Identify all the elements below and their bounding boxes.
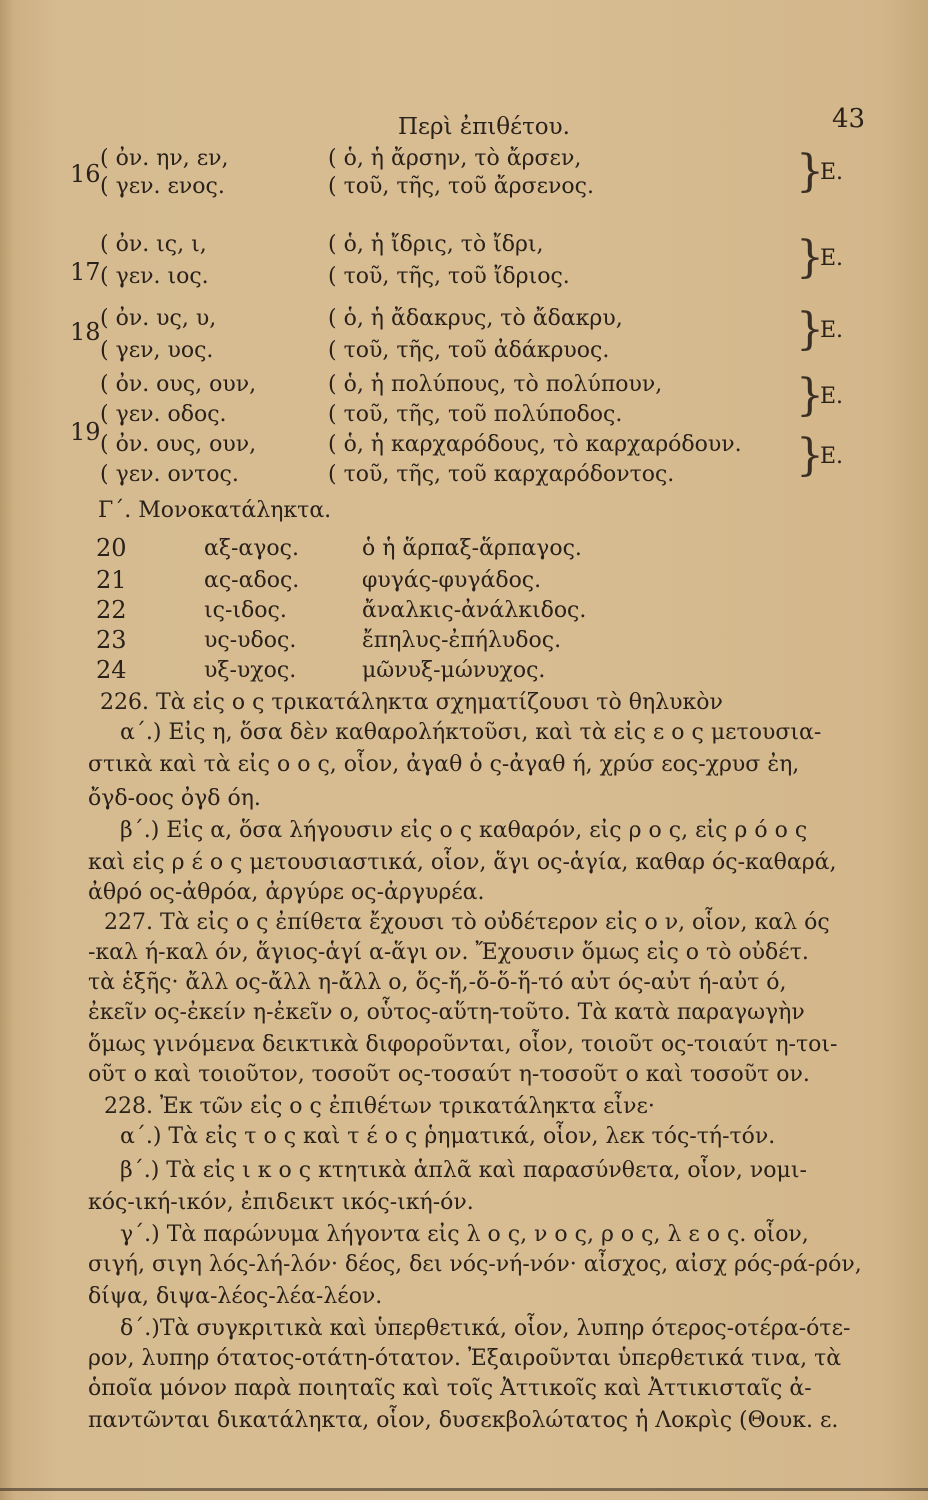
class-mark: Ε. xyxy=(820,318,844,343)
text-line: ὄγδ-οος ὀγδ όη. xyxy=(88,786,261,811)
ending-genitive: ( γεν. οντος. xyxy=(100,462,239,487)
ending-nominative: ( ὀν. υς, υ, xyxy=(100,306,217,331)
ending: ας-αδος. xyxy=(204,568,300,593)
ending-genitive: ( γεν. ιος. xyxy=(100,264,209,289)
example: φυγάς-φυγάδος. xyxy=(362,568,542,593)
group-number: 19 xyxy=(70,418,101,446)
item-number: 24 xyxy=(96,656,127,684)
item-number: 22 xyxy=(96,596,127,624)
ending: αξ-αγος. xyxy=(204,536,299,561)
ending-nominative: ( ὀν. ις, ι, xyxy=(100,232,207,257)
example-nominative: ( ὁ, ἡ ἄδακρυς, τὸ ἄδακρυ, xyxy=(328,306,623,331)
text-line: οῦτ ο καὶ τοιοῦτον, τοσοῦτ ος-τοσαύτ η-τοσοῦτ ο καὶ τοσοῦτ ον. xyxy=(88,1062,810,1087)
text-line: ἐκεῖν ος-ἐκείν η-ἐκεῖν ο, οὗτος-αὕτη-τοῦτο. Τὰ κατὰ παραγωγὴν xyxy=(88,1000,805,1025)
text-line: 227. Τὰ εἰς ο ς ἐπίθετα ἔχουσι τὸ οὐδέτερον εἰς ο ν, οἷον, καλ ός xyxy=(104,910,830,935)
brace: } xyxy=(796,146,824,197)
brace: } xyxy=(796,232,824,283)
example-genitive: ( τοῦ, τῆς, τοῦ ἄρσενος. xyxy=(328,174,594,199)
ending-genitive: ( γεν. οδος. xyxy=(100,402,227,427)
example-nominative: ( ὁ, ἡ καρχαρόδους, τὸ καρχαρόδουν. xyxy=(328,432,742,457)
group-number: 17 xyxy=(70,258,101,286)
class-mark: Ε. xyxy=(820,444,844,469)
text-line: δ΄.)Τὰ συγκριτικὰ καὶ ὑπερθετικά, οἷον, λυπηρ ότερος-οτέρα-ότε- xyxy=(120,1316,851,1341)
text-line: σιγή, σιγη λός-λή-λόν· δέος, δει νός-νή-νόν· αἶσχος, αἰσχ ρός-ρά-ρόν, xyxy=(88,1252,862,1277)
ending: ις-ιδος. xyxy=(204,598,287,623)
class-mark: Ε. xyxy=(820,246,844,271)
item-number: 23 xyxy=(96,626,127,654)
ending: υς-υδος. xyxy=(204,628,297,653)
example-genitive: ( τοῦ, τῆς, τοῦ ἀδάκρυος. xyxy=(328,338,610,363)
text-line: στικὰ καὶ τὰ εἰς ο ο ς, οἷον, ἀγαθ ὁ ς-ἀγαθ ή, χρύσ εος-χρυσ ἐη, xyxy=(88,752,800,777)
text-line: ἀθρό ος-ἀθρόα, ἀργύρε ος-ἀργυρέα. xyxy=(88,880,485,905)
example-nominative: ( ὁ, ἡ ἄρσην, τὸ ἄρσεν, xyxy=(328,146,582,171)
example-nominative: ( ὁ, ἡ πολύπους, τὸ πολύπουν, xyxy=(328,372,663,397)
example: ὁ ἡ ἅρπαξ-ἅρπαγος. xyxy=(362,536,582,561)
ending-genitive: ( γεν. ενος. xyxy=(100,174,225,199)
text-line: ρον, λυπηρ ότατος-οτάτη-ότατον. Ἐξαιροῦνται ὑπερθετικά τινα, τὰ xyxy=(88,1346,842,1371)
text-line: παντῶνται δικατάληκτα, οἷον, δυσεκβολώτατος ἡ Λοκρὶς (Θουκ. ε. xyxy=(88,1408,839,1433)
text-line: κός-ική-ικόν, ἐπιδεικτ ικός-ική-όν. xyxy=(88,1190,474,1215)
text-line: γ΄.) Τὰ παρώνυμα λήγοντα εἰς λ ο ς, ν ο ς, ρ ο ς, λ ε ο ς. οἷον, xyxy=(120,1222,809,1247)
class-mark: Ε. xyxy=(820,384,844,409)
brace: } xyxy=(796,370,824,421)
page-number: 43 xyxy=(832,104,866,134)
text-line: καὶ εἰς ρ έ ο ς μετουσιαστικά, οἷον, ἅγι ος-ἁγία, καθαρ ός-καθαρά, xyxy=(88,850,837,875)
item-number: 20 xyxy=(96,534,127,562)
ending-nominative: ( ὀν. ους, ουν, xyxy=(100,432,257,457)
group-number: 16 xyxy=(70,160,101,188)
ending-nominative: ( ὀν. ους, ουν, xyxy=(100,372,257,397)
running-header: Περὶ ἐπιθέτου. xyxy=(398,114,570,140)
text-line: ὅμως γινόμενα δεικτικὰ διφοροῦνται, οἷον, τοιοῦτ ος-τοιαύτ η-τοι- xyxy=(88,1032,838,1057)
example: ἄναλκις-ἀνάλκιδος. xyxy=(362,598,587,623)
example: ἔπηλυς-ἐπήλυδος. xyxy=(362,628,562,653)
example-genitive: ( τοῦ, τῆς, τοῦ πολύποδος. xyxy=(328,402,623,427)
brace: } xyxy=(796,430,824,481)
text-line: τὰ ἑξῆς· ἄλλ ος-ἄλλ η-ἄλλ ο, ὅς-ἥ,-ὅ-ὅ-ἥ-τό αὐτ ός-αὐτ ή-αὐτ ό, xyxy=(88,970,787,995)
text-line: β΄.) Τὰ εἰς ι κ ο ς κτητικὰ ἁπλᾶ καὶ παρασύνθετα, οἷον, νομι- xyxy=(120,1158,807,1183)
item-number: 21 xyxy=(96,566,127,594)
text-line: β΄.) Εἰς α, ὅσα λήγουσιν εἰς ο ς καθαρόν, εἰς ρ ο ς, εἰς ρ ό ο ς xyxy=(120,818,808,843)
text-line: δίψα, διψα-λέος-λέα-λέον. xyxy=(88,1284,383,1309)
example-genitive: ( τοῦ, τῆς, τοῦ καρχαρόδοντος. xyxy=(328,462,675,487)
example-nominative: ( ὁ, ἡ ἴδρις, τὸ ἴδρι, xyxy=(328,232,544,257)
text-line: α΄.) Τὰ εἰς τ ο ς καὶ τ έ ο ς ῥηματικά, οἷον, λεκ τός-τή-τόν. xyxy=(120,1124,776,1149)
group-number: 18 xyxy=(70,318,101,346)
class-mark: Ε. xyxy=(820,160,844,185)
ending-genitive: ( γεν, υος. xyxy=(100,338,214,363)
ending-nominative: ( ὀν. ην, εν, xyxy=(100,146,229,171)
text-line: α΄.) Εἰς η, ὅσα δὲν καθαρολήκτοῦσι, καὶ τὰ εἰς ε ο ς μετουσια- xyxy=(120,720,822,745)
section-heading: Γ΄. Μονοκατάληκτα. xyxy=(98,498,332,523)
text-line: -καλ ή-καλ όν, ἅγιος-ἁγί α-ἅγι ον. Ἔχουσιν ὅμως εἰς ο τὸ οὐδέτ. xyxy=(88,940,809,965)
text-line: 228. Ἐκ τῶν εἰς ο ς ἐπιθέτων τρικατάληκτα εἶνε· xyxy=(104,1094,655,1119)
example: μῶνυξ-μώνυχος. xyxy=(362,658,546,683)
ending: υξ-υχος. xyxy=(204,658,297,683)
text-line: ὁποῖα μόνον παρὰ ποιηταῖς καὶ τοῖς Ἀττικοῖς καὶ Ἀττικισταῖς ἀ- xyxy=(88,1376,812,1401)
brace: } xyxy=(796,304,824,355)
example-genitive: ( τοῦ, τῆς, τοῦ ἴδριος. xyxy=(328,264,570,289)
text-line: 226. Τὰ εἰς ο ς τρικατάληκτα σχηματίζουσι τὸ θηλυκὸν xyxy=(100,690,723,715)
page-bottom-edge xyxy=(0,1488,928,1491)
